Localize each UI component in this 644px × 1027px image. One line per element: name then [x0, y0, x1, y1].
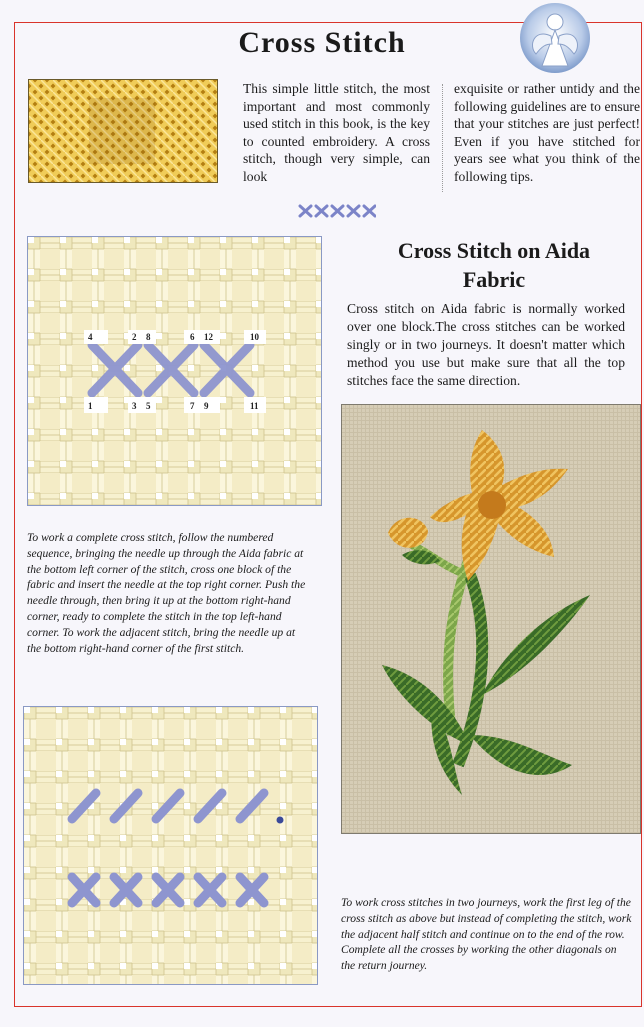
single-stitch-caption: To work a complete cross stitch, follow the numbered sequence, bringing the needle up through the Aida fabric at the bottom left corner of the stitch, cross one block of the fabric and insert the needle at the top right corner. Push the needle through, then bring it up at the bottom right-hand corner, ready to complete the stitch in the top left-hand corner. To work the adjacent stitch, bring the needle up at the bottom right-hand corner of the first stitch.: [27, 531, 306, 655]
stitch-number: 8: [146, 332, 151, 342]
intro-column-2: exquisite or rather untidy and the following guidelines are to ensure that your stitches are just perfect! Even if you have stitched for years see what you think of the following tips.: [454, 81, 640, 184]
stitch-number: 1: [88, 401, 93, 411]
stitch-number: 9: [204, 401, 209, 411]
two-journeys-caption: To work cross stitches in two journeys, work the first leg of the cross stitch as above but instead of completing the stitch, work the adjacent half stitch and continue on to the end of the row. Complete all the crosses by working the other diagonals on the return journey.: [341, 896, 632, 973]
single-cross-stitch-diagram: [27, 236, 322, 506]
stitch-number: 11: [250, 401, 259, 411]
stitch-number: 2: [132, 332, 137, 342]
two-journeys-diagram: [23, 706, 318, 985]
stitch-number: 4: [88, 332, 93, 342]
stitch-number: 3: [132, 401, 137, 411]
stitch-number: 10: [250, 332, 259, 342]
page-title: Cross Stitch: [238, 26, 406, 59]
embroidered-flower-photo: [341, 404, 641, 834]
stitch-number: 12: [204, 332, 213, 342]
section-body: Cross stitch on Aida fabric is normally worked over one block.The cross stitches can be worked singly or in two journeys. It doesn't matter which method you use but make sure that all the top stitches face the same direction.: [347, 301, 625, 388]
column-divider: [442, 84, 443, 192]
stitch-number: 5: [146, 401, 151, 411]
stitch-number: 6: [190, 332, 195, 342]
section-heading: Cross Stitch on Aida Fabric: [397, 238, 591, 292]
stitch-sample-photo: [28, 79, 218, 183]
stitch-number: 7: [190, 401, 195, 411]
intro-column-1: This simple little stitch, the most important and most commonly used stitch in this book, is the key to counted embroidery. A cross stitch, though very simple, can look: [243, 81, 430, 184]
cross-stitch-divider-icon: [298, 204, 376, 218]
